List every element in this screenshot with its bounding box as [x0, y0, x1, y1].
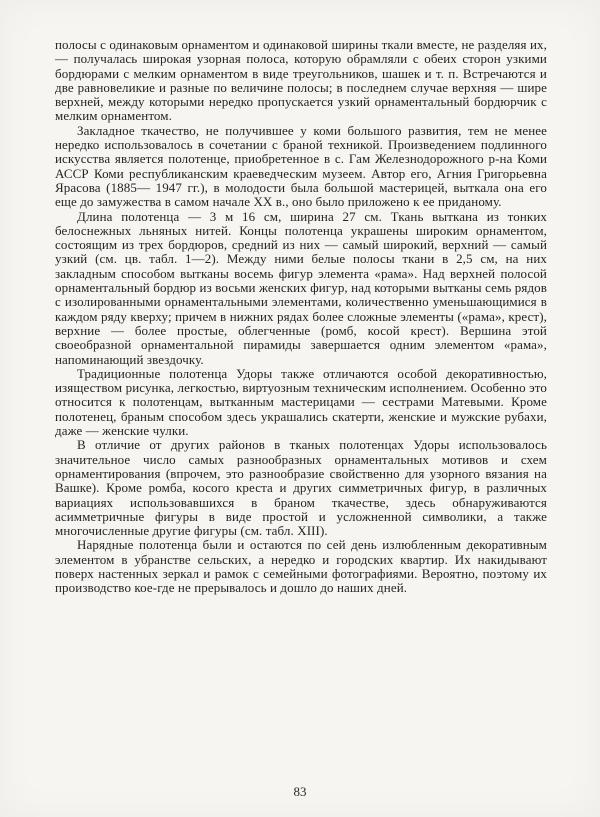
paragraph: Традиционные полотенца Удоры также отличаются особой декоративностью, изяществом рисунка, легкостью, виртуозным техническим исполнением. Особенно это относится к полотенцам, вытканным мастерицами — сестрами Матевыми. Кроме полотенец, браным способом здесь украшались скатерти, женские и мужские рубахи, даже — женские чулки.: [55, 365, 547, 439]
page-number: 83: [293, 784, 307, 799]
paragraph: В отличие от других районов в тканых полотенцах Удоры использовалось значительное число самых разнообразных орнаментальных мотивов и схем орнаментирования (впрочем, это разнообразие свойственно для узорного вязания на Вашке). Кроме ромба, косого креста и других симметричных фигур, в различных вариациях использовавшихся в браном ткачестве, здесь обнаруживаются асимметричные фигуры в виде простой и усложненной символики, а также многочисленные другие фигуры (см. табл. XIII).: [55, 437, 547, 539]
paragraph: Закладное ткачество, не получившее у коми большого развития, тем не менее нередко использовалось в сочетании с браной техникой. Произведением подлинного искусства является полотенце, приобретенное в с. Гам Железнодорожного р-на Коми АССР Коми республиканским краеведческим музеем. Автор его, Агния Григорьевна Ярасова (1885— 1947 гг.), в молодости была большой мастерицей, выткала она его еще до замужества в самом начале XX в., оно было приложено к ее приданому.: [55, 122, 547, 210]
paragraph: полосы с одинаковым орнаментом и одинаковой ширины ткали вместе, не разделяя их,— получалась широкая узорная полоса, которую обрамляли с обеих сторон узкими бордюрами с мелким орнаментом в виде треугольников, шашек и т. п. Встречаются и две равновеликие и разные по величине полосы; в последнем случае верхняя — шире верхней, между которыми нередко пропускается узкий орнаментальный бордюрчик с мелким орнаментом.: [55, 37, 547, 124]
paragraph: Длина полотенца — 3 м 16 см, ширина 27 см. Ткань выткана из тонких белоснежных льняных нитей. Концы полотенца украшены широким орнаментом, состоящим из трех бордюров, средний из них — самый широкий, верхний — самый узкий (см. цв. табл. 1—2). Между ними белые полосы ткани в 2,5 см, на них закладным способом вытканы восемь фигур элемента «рама». Над верхней полосой орнаментальный бордюр из восьми женских фигур, над которыми вытканы семь рядов с изолированными орнаментальными элементами, количественно уменьшающимися в каждом ряду кверху; причем в нижних рядах более сложные элементы («рама», крест), верхние — более простые, облегченные (ромб, косой крест). Вершина этой своеобразной орнаментальной пирамиды завершается одним элементом «рама», напоминающий звездочку.: [55, 208, 547, 367]
paragraph: Нарядные полотенца были и остаются по сей день излюбленным декоративным элементом в убранстве сельских, а нередко и городских квартир. Их накидывают поверх настенных зеркал и рамок с семейными фотографиями. Вероятно, поэтому их производство кое-где не прерывалось и дошло до наших дней.: [55, 537, 547, 596]
page-text: [55, 38, 547, 596]
